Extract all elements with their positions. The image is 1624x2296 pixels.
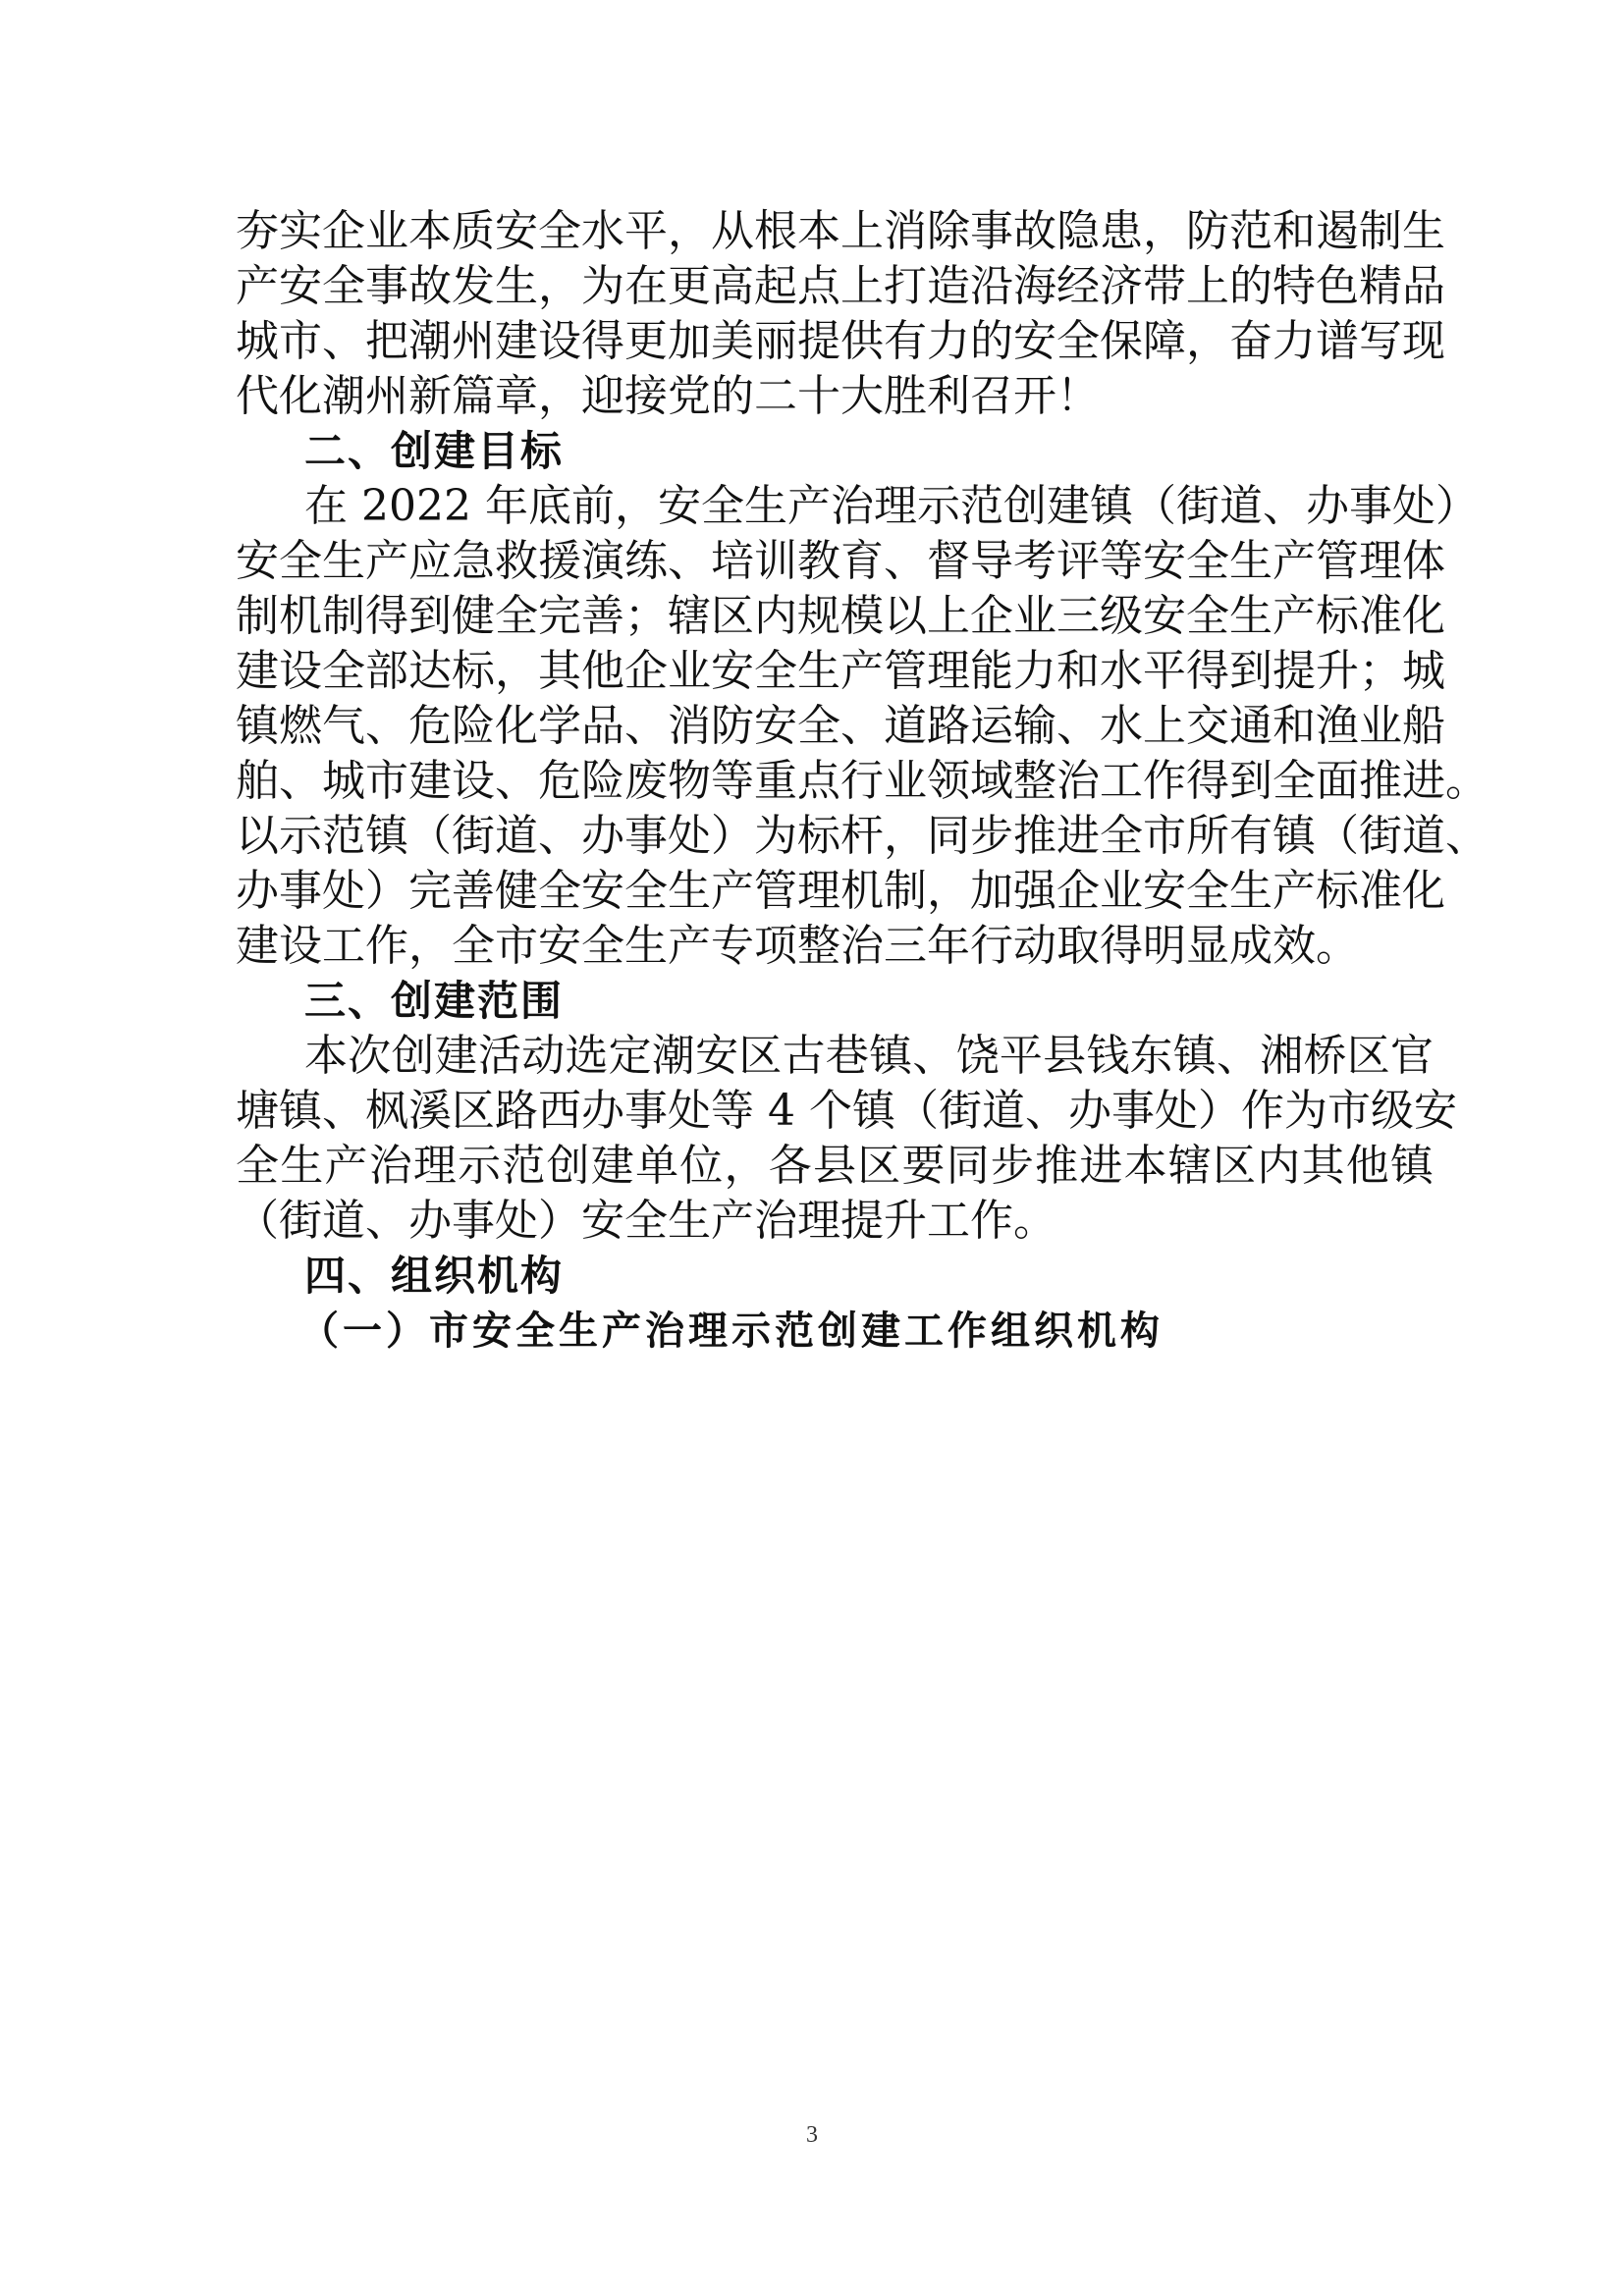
paragraph-line: （街道、办事处）安全生产治理提升工作。: [236, 1196, 1056, 1246]
section-heading-organization: 四、组织机构: [304, 1252, 565, 1300]
paragraph-line: 夯实企业本质安全水平，从根本上消除事故隐患，防范和遏制生: [236, 206, 1445, 256]
page-number: 3: [806, 2122, 818, 2148]
paragraph-line: 建设全部达标，其他企业安全生产管理能力和水平得到提升；城: [236, 646, 1445, 696]
subsection-heading: （一）市安全生产治理示范创建工作组织机构: [299, 1308, 1164, 1354]
paragraph-line: 在 2022 年底前，安全生产治理示范创建镇（街道、办事处）: [304, 481, 1479, 531]
paragraph-line: 本次创建活动选定潮安区古巷镇、饶平县钱东镇、湘桥区官: [304, 1031, 1434, 1081]
paragraph-line: 建设工作，全市安全生产专项整治三年行动取得明显成效。: [236, 921, 1359, 971]
paragraph-line: 镇燃气、危险化学品、消防安全、道路运输、水上交通和渔业船: [236, 701, 1445, 751]
paragraph-line: 塘镇、枫溪区路西办事处等 4 个镇（街道、办事处）作为市级安: [236, 1086, 1457, 1136]
paragraph-line: 安全生产应急救援演练、培训教育、督导考评等安全生产管理体: [236, 536, 1445, 586]
paragraph-line: 办事处）完善健全安全生产管理机制，加强企业安全生产标准化: [236, 866, 1445, 916]
paragraph-line: 全生产治理示范创建单位，各县区要同步推进本辖区内其他镇: [236, 1141, 1434, 1191]
section-heading-scope: 三、创建范围: [304, 977, 565, 1025]
paragraph-line: 产安全事故发生，为在更高起点上打造沿海经济带上的特色精品: [236, 261, 1445, 311]
section-heading-goals: 二、创建目标: [304, 427, 565, 475]
paragraph-line: 代化潮州新篇章，迎接党的二十大胜利召开！: [236, 371, 1100, 421]
paragraph-line: 以示范镇（街道、办事处）为标杆，同步推进全市所有镇（街道、: [236, 811, 1489, 861]
paragraph-line: 城市、把潮州建设得更加美丽提供有力的安全保障，奋力谱写现: [236, 316, 1445, 366]
paragraph-line: 舶、城市建设、危险废物等重点行业领域整治工作得到全面推进。: [236, 756, 1489, 806]
paragraph-line: 制机制得到健全完善；辖区内规模以上企业三级安全生产标准化: [236, 591, 1445, 641]
